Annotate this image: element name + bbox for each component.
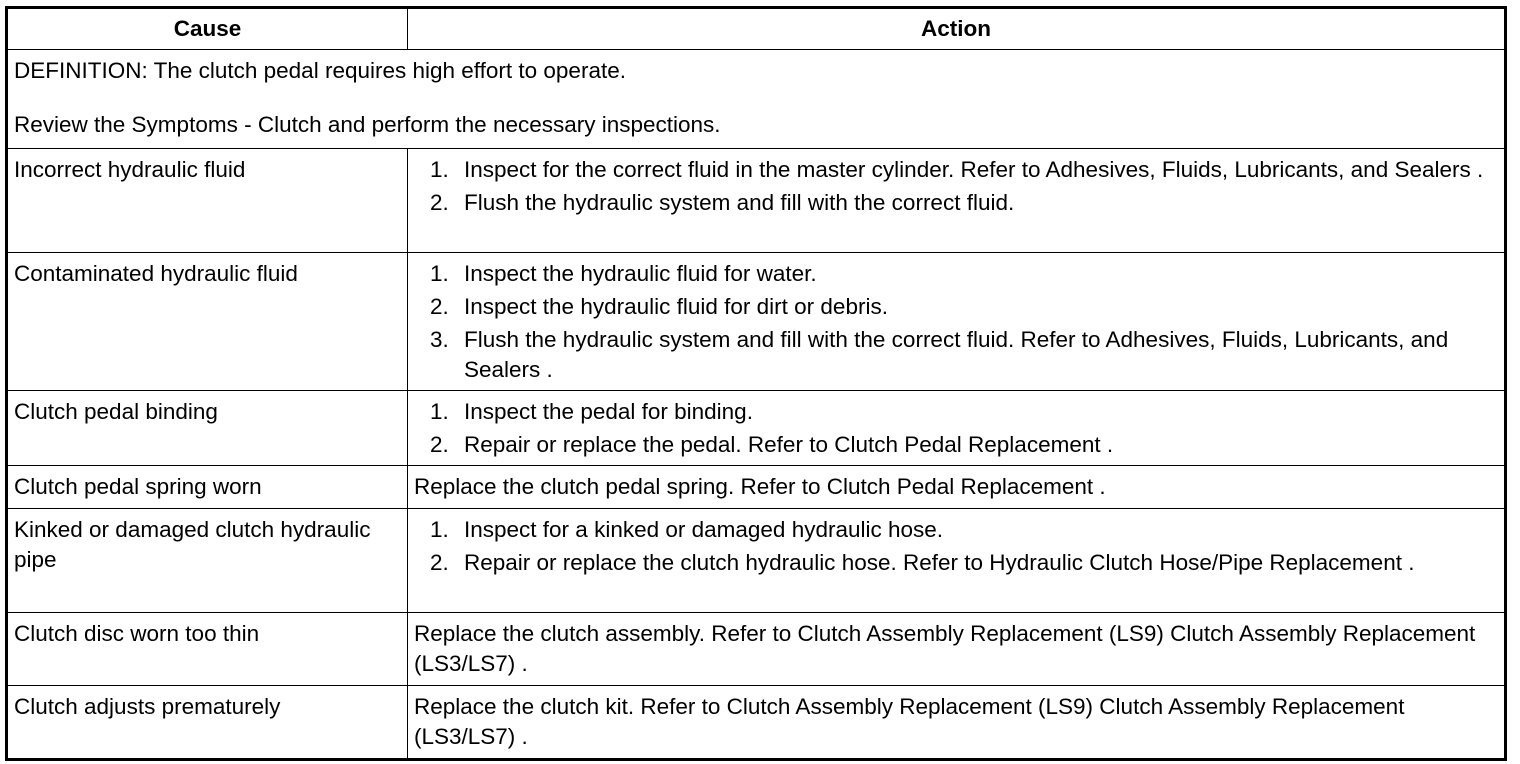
action-steps (414, 155, 1499, 218)
step-text: Inspect the hydraulic fluid for water. (464, 261, 817, 286)
cause-cell: Clutch adjusts prematurely (7, 686, 408, 760)
cause-cell: Kinked or damaged clutch hydraulic pipe (7, 509, 408, 613)
action-steps (414, 397, 1499, 460)
step-number: 1. (430, 399, 449, 424)
step-text: Inspect for a kinked or damaged hydraulic hose. (464, 517, 944, 542)
step-number: 2. (430, 432, 449, 457)
action-step (414, 259, 1499, 289)
action-step (414, 188, 1499, 218)
table-row (7, 391, 1506, 466)
table-row (7, 149, 1506, 253)
definition-text: DEFINITION: The clutch pedal requires high effort to operate. (14, 58, 626, 83)
step-number: 3. (430, 327, 449, 352)
action-step (414, 548, 1499, 578)
action-step (414, 397, 1499, 427)
table-row (7, 686, 1506, 760)
action-step (414, 430, 1499, 460)
action-header: Action (408, 8, 1506, 50)
step-number: 1. (430, 157, 449, 182)
action-step (414, 515, 1499, 545)
action-cell (408, 391, 1506, 466)
diagnostic-table (5, 6, 1507, 761)
cause-header: Cause (7, 8, 408, 50)
step-number: 2. (430, 294, 449, 319)
action-cell (408, 149, 1506, 253)
action-cell (408, 253, 1506, 391)
table-row (7, 613, 1506, 686)
step-text: Inspect for the correct fluid in the master cylinder. Refer to Adhesives, Fluids, Lubricants, and Sealers . (464, 157, 1484, 182)
cause-cell: Clutch pedal binding (7, 391, 408, 466)
cause-cell: Clutch pedal spring worn (7, 466, 408, 509)
step-text: Inspect the hydraulic fluid for dirt or debris. (464, 294, 888, 319)
action-cell: Replace the clutch assembly. Refer to Clutch Assembly Replacement (LS9) Clutch Assembly Replacement (LS3/LS7) . (408, 613, 1506, 686)
step-text: Inspect the pedal for binding. (464, 399, 753, 424)
table-row (7, 253, 1506, 391)
action-steps (414, 259, 1499, 385)
step-text: Flush the hydraulic system and fill with the correct fluid. (464, 190, 1015, 215)
action-step (414, 325, 1499, 385)
action-step (414, 292, 1499, 322)
action-steps (414, 515, 1499, 578)
table-row (7, 466, 1506, 509)
review-text: Review the Symptoms - Clutch and perform the necessary inspections. (14, 112, 721, 137)
step-text: Repair or replace the pedal. Refer to Clutch Pedal Replacement . (464, 432, 1114, 457)
action-step (414, 155, 1499, 185)
step-text: Flush the hydraulic system and fill with the correct fluid. Refer to Adhesives, Fluids, Lubricants, and Sealers . (464, 327, 1449, 382)
header-row (7, 8, 1506, 50)
step-number: 2. (430, 550, 449, 575)
action-cell: Replace the clutch kit. Refer to Clutch Assembly Replacement (LS9) Clutch Assembly Replacement (LS3/LS7) . (408, 686, 1506, 760)
table-row (7, 509, 1506, 613)
cause-cell: Incorrect hydraulic fluid (7, 149, 408, 253)
action-cell: Replace the clutch pedal spring. Refer to Clutch Pedal Replacement . (408, 466, 1506, 509)
step-number: 1. (430, 261, 449, 286)
step-number: 1. (430, 517, 449, 542)
cause-cell: Contaminated hydraulic fluid (7, 253, 408, 391)
definition-row (7, 50, 1506, 149)
definition-cell (7, 50, 1506, 149)
step-number: 2. (430, 190, 449, 215)
action-cell (408, 509, 1506, 613)
cause-cell: Clutch disc worn too thin (7, 613, 408, 686)
step-text: Repair or replace the clutch hydraulic hose. Refer to Hydraulic Clutch Hose/Pipe Replacement . (464, 550, 1415, 575)
